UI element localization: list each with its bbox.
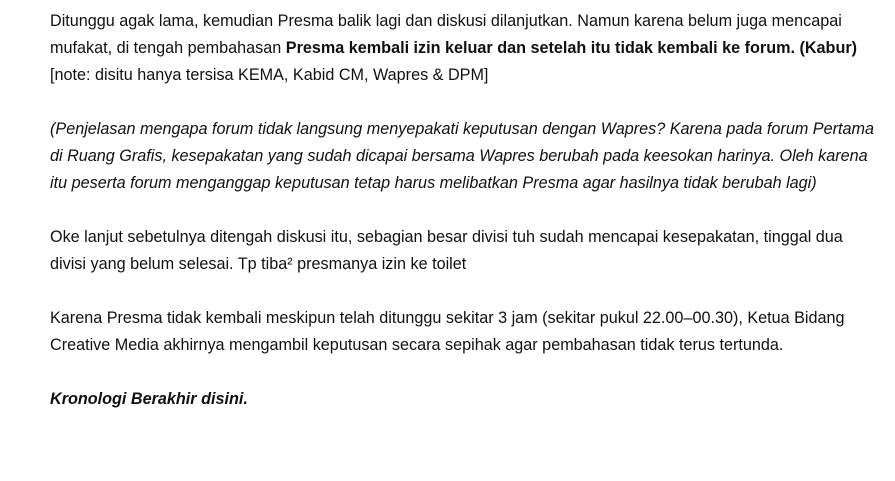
paragraph-presma-leaves bbox=[50, 8, 875, 89]
bold-highlight: Presma kembali izin keluar dan setelah itu tidak kembali ke forum. (Kabur) bbox=[285, 39, 858, 57]
note-text: [note: disitu hanya tersisa KEMA, Kabid CM, Wapres & DPM] bbox=[50, 66, 489, 84]
closing-statement: Kronologi Berakhir disini. bbox=[50, 390, 248, 408]
document-body bbox=[50, 8, 875, 413]
paragraph-decision: Karena Presma tidak kembali meskipun telah ditunggu sekitar 3 jam (sekitar pukul 22.00–00.30), Ketua Bidang Creative Media akhirnya mengambil keputusan secara sepihak agar pembahasan tidak terus tertunda. bbox=[50, 309, 845, 354]
paragraph-explanation: (Penjelasan mengapa forum tidak langsung menyepakati keputusan dengan Wapres? Karena pada forum Pertama di Ruang Grafis, kesepakatan yang sudah dicapai bersama Wapres berubah pada keesokan harinya. Oleh karena itu peserta forum menganggap keputusan tetap harus melibatkan Presma agar hasilnya tidak berubah lagi) bbox=[50, 120, 874, 192]
paragraph-text: Ditunggu agak lama, kemudian Presma balik lagi dan diskusi dilanjutkan. Namun karena belum juga mencapai mufakat, di tengah pembahasan bbox=[50, 12, 842, 57]
paragraph-discussion: Oke lanjut sebetulnya ditengah diskusi itu, sebagian besar divisi tuh sudah mencapai kesepakatan, tinggal dua divisi yang belum selesai. Tp tiba² presmanya izin ke toilet bbox=[50, 228, 843, 273]
